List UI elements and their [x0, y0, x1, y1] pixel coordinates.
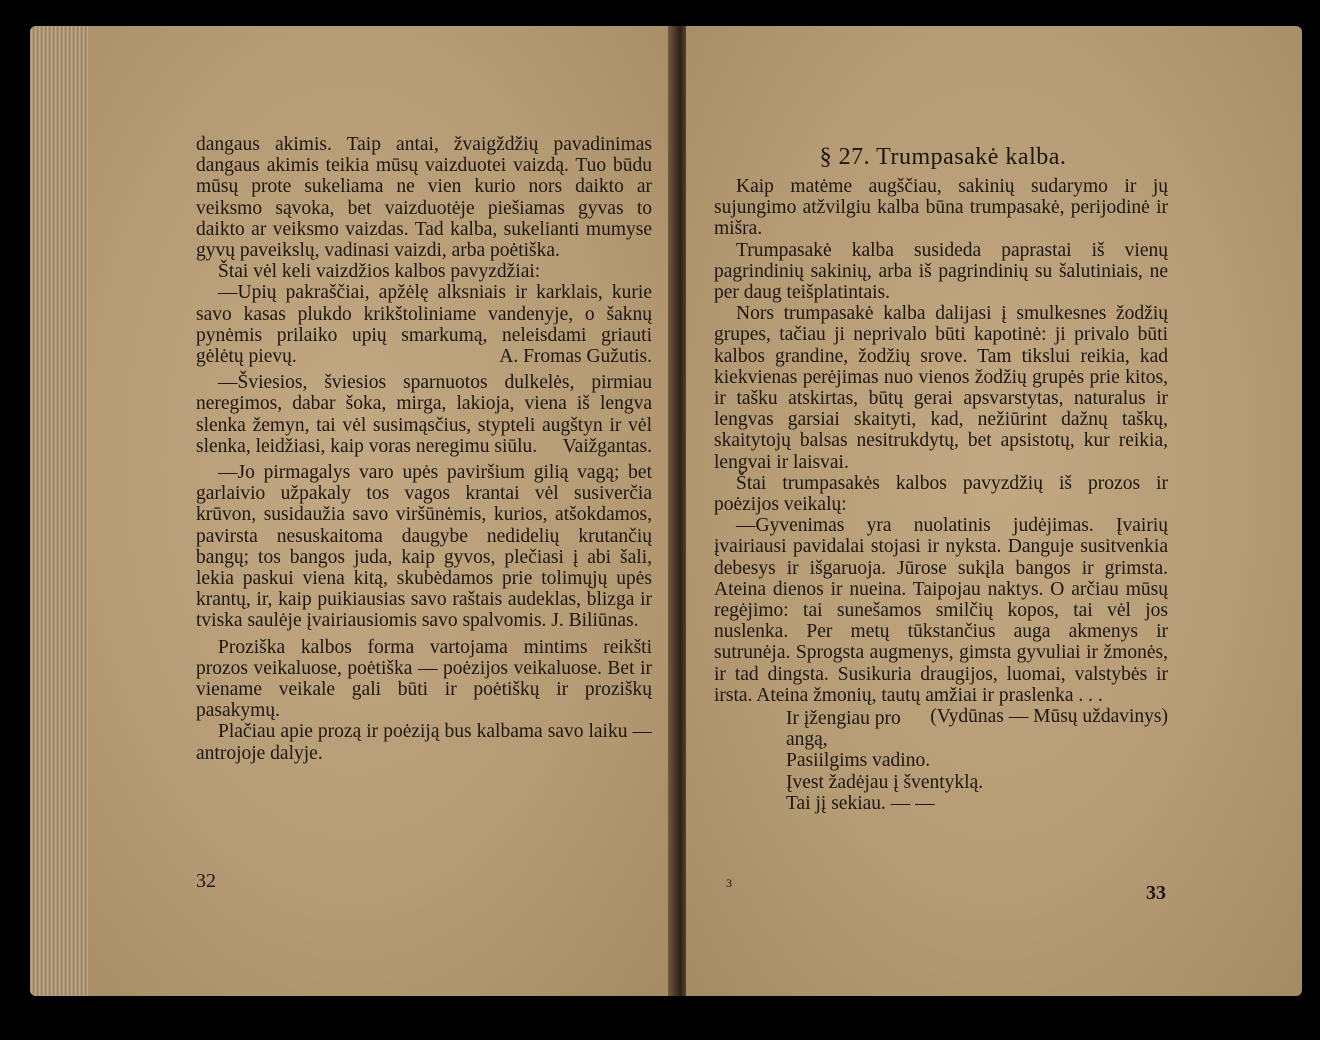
quote-text: —Gyvenimas yra nuolatinis judėjimas. Įvairių įvairiausi pavidalai stojasi ir nyksta. Danguje susitvenkia debesys ir išgaruoja. Jūrose sukįla bangos ir grimsta. Ateina dienos ir nueina. Taipojau naktys. O arčiau mūsų regėjimo: tai sunešamos smilčių kopos, tai vėl jos nuslenka. Per metų tūkstančius auga akmenys ir sutrunėja. Sprogsta augmenys, gimsta gyvuliai ir žmonės, ir tad dingsta. Susikuria draugijos, luomai, valstybės ir irsta. Ateina žmonių, tautų amžiai ir praslenka . . . — [714, 515, 1168, 706]
open-book — [30, 26, 1302, 996]
quote-text: —Šviesios, šviesios sparnuotos dulkelės, pirmiau neregimos, dabar šoka, mirga, lakioja, viena iš lengva slenka žemyn, tai vėl susimąsčius, stypteli augštyn ir vėl slenka, leidžiasi, kaip voras neregimu siūlu. — [196, 372, 652, 457]
paragraph: Plačiau apie prozą ir poėziją bus kalbama savo laiku — antrojoje dalyje. — [196, 721, 652, 764]
poem-line: Pasiilgims vadino. — [786, 750, 931, 772]
right-page — [686, 26, 1302, 996]
quote-text: —Jo pirmagalys varo upės paviršium gilią vagą; bet garlaivio užpakaly tos vagos krantai vėl susiverčia krūvon, susidaužia savo viršūnėmis, kurios, atšokdamos, pavirsta nesuskaitoma daugybe nedidelių krutančių bangų; tos bangos juda, kaip gyvos, plečiasi į abi šali, lekia paskui viena kitą, skubėdamos prie tolimųjų upės krantų, ir, kaip puikiausias savo raštais audeklas, blizga ir tviska saulėje įvairiausiomis savo spalvomis. — [196, 462, 652, 632]
paragraph: Trumpasakė kalba susideda paprastai iš vienų pagrindinių sakinių, arba iš pagrindinių su šalutiniais, ne per daug teišplatintais. — [714, 239, 1168, 304]
left-page — [30, 26, 672, 996]
paragraph: Štai trumpasakės kalbos pavyzdžių iš prozos ir poėzijos veikalų: — [714, 472, 1168, 516]
paragraph: Štai vėl keli vaizdžios kalbos pavyzdžiai: — [218, 261, 541, 283]
page-number: 32 — [196, 870, 216, 892]
quote-author: J. Biliūnas. — [551, 610, 639, 632]
left-page-text — [196, 134, 652, 764]
poem-line: Ir įžengiau pro angą, — [786, 708, 901, 751]
page-number: 33 — [1146, 882, 1166, 904]
quote-paragraph — [714, 515, 1168, 728]
paragraph: Kaip matėme augščiau, sakinių sudarymo ir jų sujungimo atžvilgiu kalba būna trumpasakė, perijodinė ir mišra. — [714, 176, 1168, 240]
section-heading: § 27. Trumpasakė kalba. — [819, 144, 1067, 170]
quote-author: Vaižgantas. — [562, 435, 652, 457]
quote-author: (Vydūnas — Mūsų uždavinys) — [930, 706, 1168, 728]
paragraph: Nors trumpasakė kalba dalijasi į smulkesnes žodžių grupes, tačiau ji neprivalo būti kapotinė: ji privalo būti kalbos grandine, žodžių srove. Tam tikslui reikia, kad kiekvienas perėjimas nuo vienos žodžių grupės prie kitos, ir tašku atskirtas, būtų gerai apsvarstytas, naturalus ir lengvas garsiai skaityti, kad, nežiūrint dažnų taškų, skaitytojų balsas nesitrukdytų, bet apsistotų, kur reikia, lengvai ir laisvai. — [714, 303, 1168, 473]
quote-paragraph — [196, 372, 652, 457]
poem-line: Įvest žadėjau į šventyklą. — [786, 771, 984, 793]
signature-mark: 3 — [726, 876, 732, 890]
poem-line: Tai jį sekiau. — — — [786, 792, 935, 814]
quote-text: —Upių pakraščiai, apžėlę alksniais ir karklais, kurie savo kasas plukdo krikštoliniame vandenyje, o šaknų pynėmis prilaiko upių smarkumą, neleisdami griauti gėlėtų pievų. — [196, 282, 652, 368]
paragraph: dangaus akimis. Taip antai, žvaigždžių pavadinimas dangaus akimis teikia mūsų vaizduotei vaizdą. Tuo būdu mūsų prote sukeliama ne vien kurio nors daikto ar veiksmo sąvoka, bet vaizduotėje piešiamas gyvas to daikto ar veiksmo vaizdas. Tad kalba, sukelianti mumyse gyvų paveikslų, vadinasi vaizdi, arba poėtiška. — [196, 134, 652, 262]
quote-author: A. Fromas Gužutis. — [499, 346, 652, 368]
right-page-text — [714, 176, 1168, 814]
paragraph: Proziška kalbos forma vartojama mintims reikšti prozos veikaluose, poėtiška — poėzijos veikaluose. Bet ir viename veikale gali būti ir poėtiškų ir proziškų pasakymų. — [196, 636, 652, 722]
page-edges — [30, 26, 88, 996]
quote-paragraph — [196, 462, 652, 632]
quote-paragraph — [196, 282, 652, 367]
